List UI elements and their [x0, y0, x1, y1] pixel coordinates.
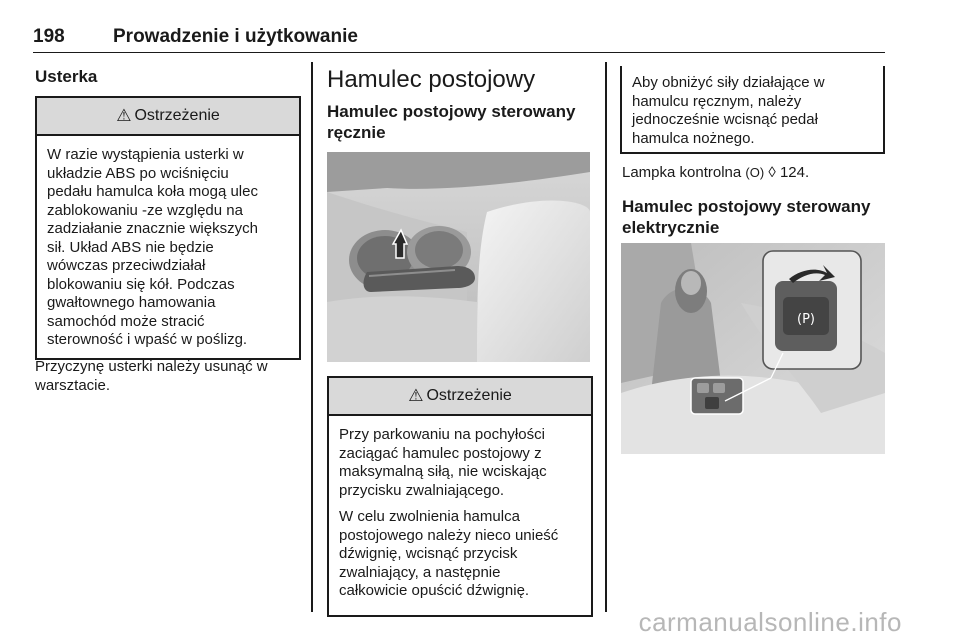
text-line: całkowicie opuścić dźwignię.	[339, 582, 530, 599]
paragraph-repair	[35, 358, 300, 395]
text-line: Aby obniżyć siły działające w	[632, 74, 825, 91]
warning-title: Ostrzeżenie	[426, 387, 512, 404]
subheading-manual	[327, 101, 592, 143]
text-line: hamulca nożnego.	[632, 129, 755, 147]
subheading-line: elektrycznie	[622, 218, 720, 237]
svg-text:(P): (P)	[797, 312, 815, 327]
page-header	[33, 26, 885, 53]
text-line: gwałtownego hamowania	[47, 294, 216, 311]
subheading-electric-block	[622, 196, 887, 238]
text-line: sterowność i wpaść w poślizg.	[47, 331, 248, 348]
text-line: jednocześnie wcisnąć pedał	[632, 111, 818, 128]
text-line: blokowaniu się kół. Podczas	[47, 275, 235, 293]
page-reference-number: 124.	[779, 164, 810, 181]
text-line: postojowego należy nieco unieść	[339, 526, 559, 544]
text-line: warsztacie.	[35, 376, 111, 394]
subheading-line: ręcznie	[327, 123, 386, 142]
section-title-hamulec-postojowy: Hamulec postojowy	[327, 66, 536, 93]
column-hamulec	[327, 66, 592, 143]
column-divider	[605, 62, 607, 612]
warning-triangle-icon: ⚠	[116, 106, 132, 125]
column-usterka	[35, 66, 297, 87]
text-line: pedału hamulca koła mogą ulec	[47, 183, 258, 200]
lamp-label: Lampka kontrolna	[622, 164, 742, 181]
handbrake-lever-photo	[327, 152, 590, 362]
subheading-line: Hamulec postojowy sterowany	[622, 197, 871, 216]
text-line: sił. Układ ABS nie będzie	[47, 238, 214, 256]
warning-body	[37, 136, 299, 358]
warning-triangle-icon: ⚠	[408, 386, 424, 405]
warning-box-abs	[35, 96, 301, 360]
text-line: układzie ABS po wciśnięciu	[47, 164, 229, 182]
text-line: W celu zwolnienia hamulca	[339, 508, 520, 525]
column-divider	[311, 62, 313, 612]
text-line: przycisku zwalniającego.	[339, 481, 505, 499]
page-reference-icon: ◊	[768, 164, 776, 181]
text-line: maksymalną siłą, nie wciskając	[339, 463, 547, 480]
text-line: zablokowaniu -ze względu na	[47, 201, 243, 219]
warning-header	[37, 98, 299, 136]
text-line: W razie wystąpienia usterki w	[47, 146, 244, 163]
text-line: zwalniający, a następnie	[339, 563, 501, 581]
warning-title: Ostrzeżenie	[134, 107, 220, 124]
brake-warning-lamp-icon: (O)	[745, 165, 765, 180]
subheading-electric	[622, 196, 887, 238]
warning-box-parking	[327, 376, 593, 617]
text-line: hamulcu ręcznym, należy	[632, 92, 802, 110]
text-line: Przy parkowaniu na pochyłości	[339, 426, 545, 443]
lamp-reference	[622, 164, 887, 183]
text-line: samochód może stracić	[47, 312, 205, 330]
section-heading-usterka: Usterka	[35, 67, 98, 86]
note-box-foot-brake	[620, 66, 885, 154]
text-line: dźwignię, wcisnąć przycisk	[339, 545, 518, 562]
warning-body	[329, 416, 591, 615]
electric-parking-brake-photo	[621, 243, 885, 454]
text-line: zaciągać hamulec postojowy z	[339, 444, 542, 462]
watermark-text: carmanualsonline.info	[638, 607, 902, 637]
text-line: wówczas przeciwdziałał	[47, 257, 206, 274]
chapter-title: Prowadzenie i użytkowanie	[113, 26, 358, 47]
page-number: 198	[33, 26, 65, 47]
warning-header	[329, 378, 591, 416]
text-line: zadziałanie znacznie większych	[47, 220, 258, 237]
subheading-line: Hamulec postojowy sterowany	[327, 102, 576, 121]
text-line: Przyczynę usterki należy usunąć w	[35, 358, 268, 375]
